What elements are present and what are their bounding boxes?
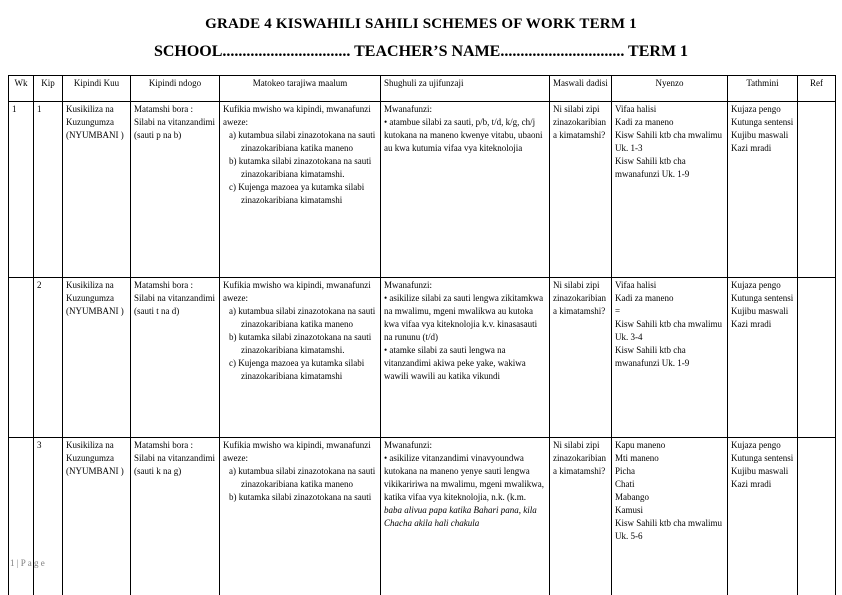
nyenzo-cell (612, 102, 728, 278)
tathmini-line: Kazi mradi (731, 479, 772, 489)
shughuli-cell (381, 102, 550, 278)
ref-cell (798, 102, 836, 278)
tathmini-line: Kutunga sentensi (731, 293, 794, 303)
shughuli-bullet: • asikilize silabi za sauti lengwa zikitamkwa na mwalimu, mgeni mwalikwa au kutoka kwa vifaa vya kiteknolojia k.v. kinasasauti na rununu (t/d) (384, 293, 544, 342)
matokeo-list (223, 465, 377, 504)
table-row (9, 438, 836, 595)
matokeo-list (223, 129, 377, 207)
ref-cell (798, 278, 836, 438)
nyenzo-line: Kisw Sahili ktb cha mwanafunzi Uk. 1-9 (615, 156, 690, 179)
matokeo-item: b) kutamka silabi zinazotokana na sauti zinazokaribiana kimatamshi. (229, 332, 372, 355)
shughuli-italic-text: baba alivua papa katika Bahari pana, kila Chacha akila hali chakula (384, 505, 537, 528)
nyenzo-line: Vifaa halisi (615, 280, 657, 290)
tathmini-line: Kujibu maswali (731, 306, 789, 316)
table-row (9, 278, 836, 438)
col-header-tathmini: Tathmini (728, 76, 798, 102)
matokeo-cell (220, 438, 381, 595)
kipindi-kuu-cell: Kusikiliza na Kuzungumza (NYUMBANI ) (63, 278, 131, 438)
col-header-kip: Kip (34, 76, 63, 102)
maswali-cell: Ni silabi zipi zinazokaribiana kimatamshi? (550, 102, 612, 278)
document-title: GRADE 4 KISWAHILI SAHILI SCHEMES OF WORK TERM 1 (205, 16, 637, 32)
col-header-kipindi-kuu: Kipindi Kuu (63, 76, 131, 102)
wk-cell (9, 278, 34, 438)
table-header (9, 76, 836, 102)
shughuli-cell (381, 438, 550, 595)
col-header-ref: Ref (798, 76, 836, 102)
wk-cell: 1 (9, 102, 34, 278)
matokeo-item: a) kutambua silabi zinazotokana na sauti zinazokaribiana katika maneno (229, 306, 376, 329)
nyenzo-line: Kadi za maneno (615, 117, 674, 127)
nyenzo-line: Picha (615, 466, 635, 476)
table-row (9, 102, 836, 278)
page-footer: 1 | P a g e (10, 558, 45, 568)
tathmini-lines (731, 439, 794, 491)
nyenzo-lines (615, 279, 724, 370)
matokeo-intro: Kufikia mwisho wa kipindi, mwanafunzi aweze: (223, 104, 371, 127)
nyenzo-line: Kisw Sahili ktb cha mwalimu Uk. 3-4 (615, 319, 722, 342)
tathmini-line: Kujaza pengo (731, 104, 781, 114)
nyenzo-cell (612, 438, 728, 595)
nyenzo-lines (615, 439, 724, 543)
shughuli-bullet: • atamke silabi za sauti lengwa na vitanzandimi akiwa peke yake, wakiwa wawili wawili au katika vikundi (384, 345, 526, 381)
kip-cell: 1 (34, 102, 63, 278)
tathmini-cell (728, 438, 798, 595)
tathmini-line: Kujibu maswali (731, 466, 789, 476)
kipindi-ndogo-cell: Matamshi bora : Silabi na vitanzandimi (sauti p na b) (131, 102, 220, 278)
nyenzo-line: Kisw Sahili ktb cha mwanafunzi Uk. 1-9 (615, 345, 690, 368)
matokeo-cell (220, 102, 381, 278)
ref-cell (798, 438, 836, 595)
schemes-of-work-table (8, 75, 836, 595)
shughuli-bullet: • atambue silabi za sauti, p/b, t/d, k/g, ch/j kutokana na maneno kwenye vitabu, ubaoni au kwa kutumia vifaa vya kiteknolojia (384, 117, 543, 153)
col-header-kipindi-ndogo: Kipindi ndogo (131, 76, 220, 102)
shughuli-cell (381, 278, 550, 438)
col-header-wk: Wk (9, 76, 34, 102)
tathmini-line: Kutunga sentensi (731, 117, 794, 127)
nyenzo-line: = (615, 306, 621, 316)
matokeo-list (223, 305, 377, 383)
tathmini-line: Kutunga sentensi (731, 453, 794, 463)
nyenzo-line: Kisw Sahili ktb cha mwalimu Uk. 5-6 (615, 518, 722, 541)
shughuli-intro: Mwanafunzi: (384, 440, 432, 450)
tathmini-line: Kazi mradi (731, 319, 772, 329)
nyenzo-line: Kapu maneno (615, 440, 666, 450)
tathmini-line: Kujaza pengo (731, 440, 781, 450)
col-header-maswali: Maswali dadisi (550, 76, 612, 102)
col-header-shughuli: Shughuli za ujifunzaji (381, 76, 550, 102)
tathmini-line: Kujibu maswali (731, 130, 789, 140)
shughuli-intro: Mwanafunzi: (384, 104, 432, 114)
matokeo-item: b) kutamka silabi zinazotokana na sauti (229, 492, 372, 502)
matokeo-item: b) kutamka silabi zinazotokana na sauti zinazokaribiana kimatamshi. (229, 156, 372, 179)
matokeo-item: a) kutambua silabi zinazotokana na sauti zinazokaribiana katika maneno (229, 466, 376, 489)
matokeo-item: c) Kujenga mazoea ya kutamka silabi zinazokaribiana kimatamshi (229, 358, 365, 381)
nyenzo-lines (615, 103, 724, 181)
nyenzo-line: Kadi za maneno (615, 293, 674, 303)
tathmini-cell (728, 102, 798, 278)
tathmini-lines (731, 279, 794, 331)
shughuli-list (384, 116, 546, 155)
kip-cell: 2 (34, 278, 63, 438)
nyenzo-cell (612, 278, 728, 438)
nyenzo-line: Mabango (615, 492, 649, 502)
kipindi-kuu-cell: Kusikiliza na Kuzungumza (NYUMBANI ) (63, 102, 131, 278)
col-header-matokeo: Matokeo tarajiwa maalum (220, 76, 381, 102)
nyenzo-line: Vifaa halisi (615, 104, 657, 114)
nyenzo-line: Kamusi (615, 505, 643, 515)
maswali-cell: Ni silabi zipi zinazokaribiana kimatamshi? (550, 438, 612, 595)
kipindi-ndogo-cell: Matamshi bora : Silabi na vitanzandimi (sauti t na d) (131, 278, 220, 438)
matokeo-cell (220, 278, 381, 438)
wk-cell (9, 438, 34, 595)
shughuli-list (384, 292, 546, 383)
tathmini-cell (728, 278, 798, 438)
col-header-nyenzo: Nyenzo (612, 76, 728, 102)
kipindi-ndogo-cell: Matamshi bora : Silabi na vitanzandimi (sauti k na g) (131, 438, 220, 595)
matokeo-item: c) Kujenga mazoea ya kutamka silabi zinazokaribiana kimatamshi (229, 182, 365, 205)
table-body (9, 102, 836, 595)
nyenzo-line: Chati (615, 479, 635, 489)
matokeo-intro: Kufikia mwisho wa kipindi, mwanafunzi aweze: (223, 440, 371, 463)
tathmini-line: Kazi mradi (731, 143, 772, 153)
shughuli-bullet: • asikilize vitanzandimi vinavyoundwa kutokana na maneno yenye sauti lengwa vikikaririwa na mwalimu, mgeni mwalikwa, katika vifaa vya kiteknolojia, n.k. (k.m. baba alivua papa katika Bahari pana, kila Chacha akila hali chakula (384, 453, 544, 528)
nyenzo-line: Kisw Sahili ktb cha mwalimu Uk. 1-3 (615, 130, 722, 153)
maswali-cell: Ni silabi zipi zinazokaribiana kimatamshi? (550, 278, 612, 438)
tathmini-lines (731, 103, 794, 155)
shughuli-intro: Mwanafunzi: (384, 280, 432, 290)
header-row (9, 76, 836, 102)
kipindi-kuu-cell: Kusikiliza na Kuzungumza (NYUMBANI ) (63, 438, 131, 595)
kip-cell: 3 (34, 438, 63, 595)
nyenzo-line: Mti maneno (615, 453, 659, 463)
shughuli-list (384, 452, 546, 530)
tathmini-line: Kujaza pengo (731, 280, 781, 290)
matokeo-item: a) kutambua silabi zinazotokana na sauti zinazokaribiana katika maneno (229, 130, 376, 153)
document-subtitle: SCHOOL................................ TEACHER’S NAME............................... TERM 1 (153, 43, 689, 60)
matokeo-intro: Kufikia mwisho wa kipindi, mwanafunzi aweze: (223, 280, 371, 303)
